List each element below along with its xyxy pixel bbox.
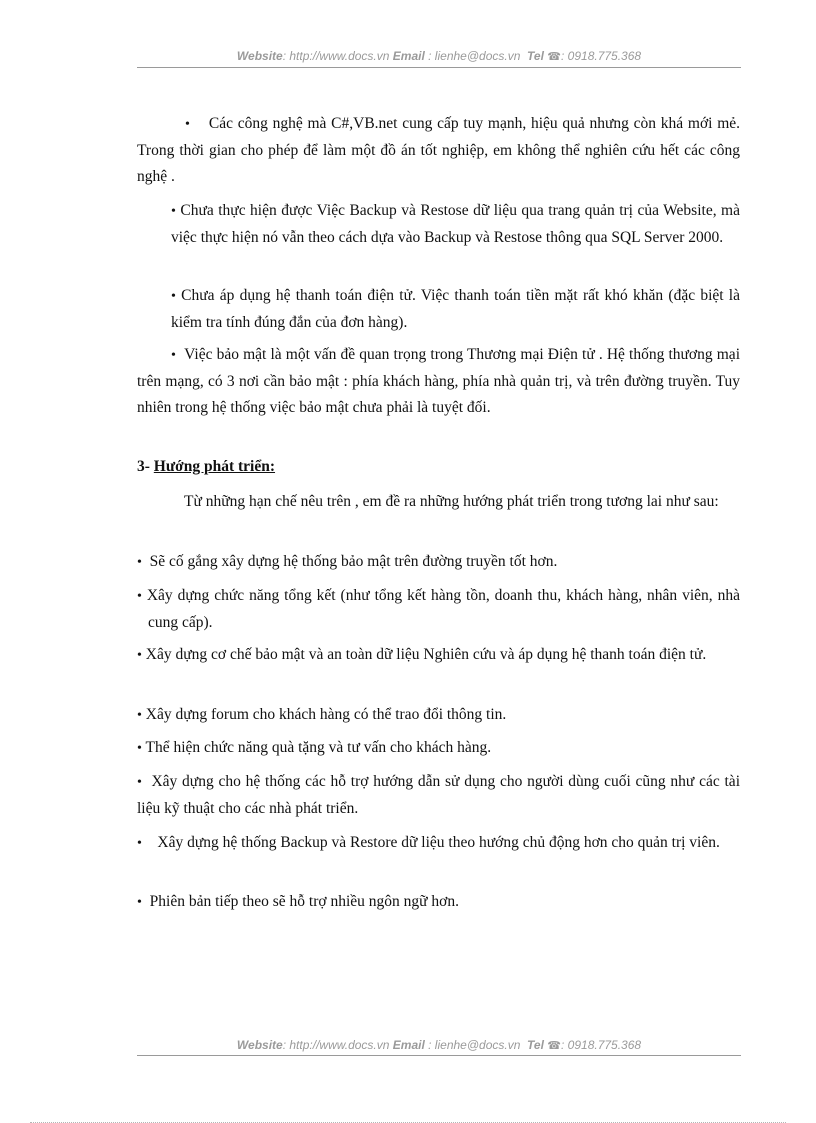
direction-text: Phiên bản tiếp theo sẽ hỗ trợ nhiều ngôn ngữ hơn. (149, 893, 460, 910)
direction-4 (137, 702, 740, 729)
footer-rule (137, 1055, 741, 1056)
section-heading (137, 454, 275, 480)
direction-2 (137, 583, 740, 636)
limitation-text: Các công nghệ mà C#,VB.net cung cấp tuy mạnh, hiệu quả nhưng còn khá mới mẻ. Trong thời gian cho phép để làm một đồ án tốt nghiệp, em không thể nghiên cứu hết các công nghệ . (137, 115, 741, 185)
bullet: • (137, 895, 142, 910)
bullet: • (137, 708, 142, 723)
page-header (137, 49, 741, 64)
direction-text: Thể hiện chức năng quà tặng và tư vấn cho khách hàng. (145, 739, 492, 756)
bullet: • (137, 836, 142, 851)
bullet: • (137, 589, 142, 604)
bullet: • (137, 648, 142, 663)
bullet: • (137, 741, 142, 756)
bullet: • (137, 555, 142, 570)
page-footer (137, 1038, 741, 1053)
footer-tel-value: : 0918.775.368 (561, 1038, 642, 1052)
direction-8 (137, 889, 740, 916)
direction-6 (137, 769, 740, 822)
limitation-1 (137, 111, 740, 190)
footer-website-label: Website (236, 1038, 283, 1052)
limitation-2 (171, 198, 740, 251)
bullet: • (171, 289, 176, 304)
section-title: Hướng phát triển: (153, 458, 276, 475)
header-tel-value: : 0918.775.368 (561, 49, 642, 63)
direction-text: Xây dựng chức năng tổng kết (như tổng kết hàng tồn, doanh thu, khách hàng, nhân viên, nhà cung cấp). (146, 587, 740, 631)
footer-email-value: : lienhe@docs.vn (428, 1038, 521, 1052)
bullet: • (185, 117, 190, 132)
bullet: • (171, 204, 176, 219)
phone-icon: ☎ (547, 1040, 561, 1052)
direction-3 (137, 642, 740, 669)
header-website-label: Website (236, 49, 283, 63)
limitation-text: Chưa áp dụng hệ thanh toán điện tử. Việc thanh toán tiền mặt rất khó khăn (đặc biệt là kiểm tra tính đúng đắn của đơn hàng). (171, 287, 740, 331)
limitation-3 (171, 283, 740, 336)
direction-text: Xây dựng hệ thống Backup và Restore dữ liệu theo hướng chủ động hơn cho quản trị viên. (157, 834, 720, 851)
direction-1 (137, 549, 740, 576)
limitation-text: Chưa thực hiện được Việc Backup và Restose dữ liệu qua trang quản trị của Website, mà việc thực hiện nó vẫn theo cách dựa vào Backup và Restose thông qua SQL Server 2000. (171, 202, 740, 246)
intro-paragraph: Từ những hạn chế nêu trên , em đề ra những hướng phát triển trong tương lai như sau: (184, 493, 719, 510)
bullet: • (137, 775, 142, 790)
footer-tel-label: Tel (527, 1038, 544, 1052)
section-number: 3- (137, 458, 150, 475)
header-rule (137, 67, 741, 68)
bullet: • (171, 348, 176, 363)
header-email-label: Email (392, 49, 425, 63)
direction-5 (137, 735, 740, 762)
header-tel-label: Tel (527, 49, 544, 63)
direction-text: Xây dựng forum cho khách hàng có thể trao đổi thông tin. (145, 706, 507, 723)
phone-icon: ☎ (547, 51, 561, 63)
limitation-text: Việc bảo mật là một vấn đề quan trọng trong Thương mại Điện tử . Hệ thống thương mại trên mạng, có 3 nơi cần bảo mật : phía khách hàng, phía nhà quản trị, và trên đường truyền. Tuy nhiên trong hệ thống việc bảo mật chưa phải là tuyệt đối. (137, 346, 740, 416)
footer-email-label: Email (392, 1038, 425, 1052)
direction-text: Xây dựng cho hệ thống các hỗ trợ hướng dẫn sử dụng cho người dùng cuối cũng như các tài liệu kỹ thuật cho các nhà phát triển. (137, 773, 740, 817)
header-website-value: : http://www.docs.vn (282, 49, 390, 63)
direction-7 (137, 830, 740, 857)
direction-text: Xây dựng cơ chế bảo mật và an toàn dữ liệu Nghiên cứu và áp dụng hệ thanh toán điện tử. (145, 646, 707, 663)
limitation-4 (137, 342, 740, 421)
footer-website-value: : http://www.docs.vn (282, 1038, 390, 1052)
direction-text: Sẽ cố gắng xây dựng hệ thống bảo mật trên đường truyền tốt hơn. (149, 553, 558, 570)
header-email-value: : lienhe@docs.vn (428, 49, 521, 63)
